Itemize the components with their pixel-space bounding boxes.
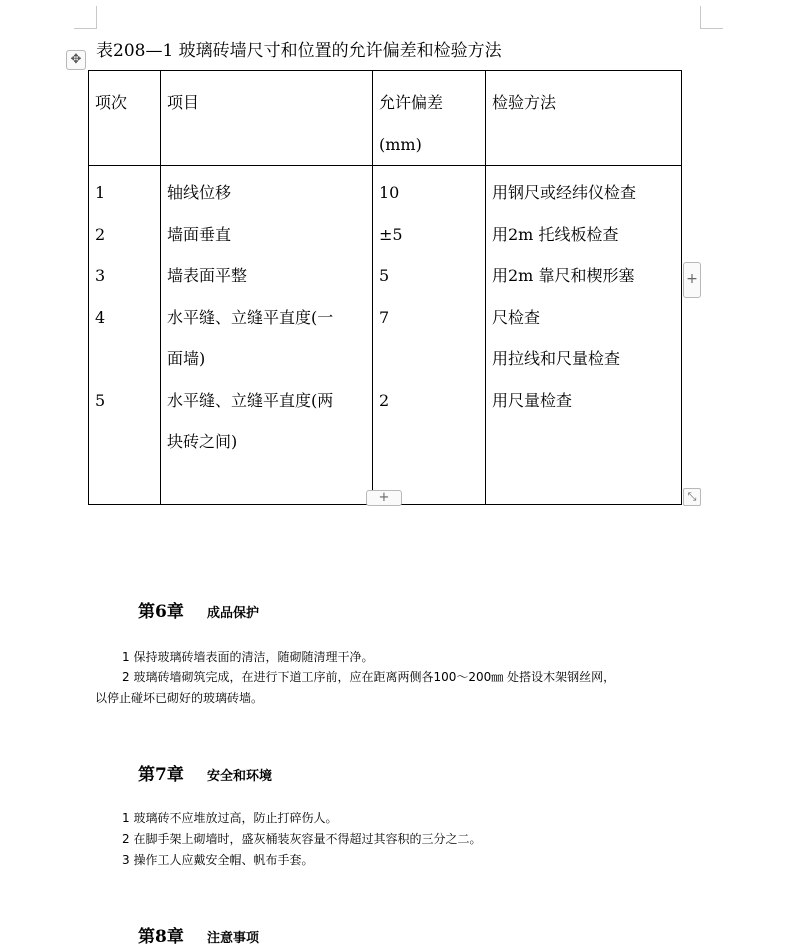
table-resize-icon[interactable]: ⤡ xyxy=(683,488,701,506)
page-corner-mark-top-right xyxy=(700,6,723,29)
paragraph: 1 保持玻璃砖墙表面的清洁，随砌随清理干净。 xyxy=(122,650,374,664)
header-cell-tolerance[interactable] xyxy=(373,71,486,166)
item-text: 水平缝、立缝平直度(一 xyxy=(167,307,334,327)
chapter-title: 成品保护 xyxy=(206,606,259,621)
row-number xyxy=(95,463,154,505)
table-caption: 表208—1 玻璃砖墙尺寸和位置的允许偏差和检验方法 xyxy=(96,41,502,61)
tolerance-value xyxy=(379,338,479,380)
chapter-6-heading xyxy=(138,597,259,622)
chapter-7-heading xyxy=(138,760,272,785)
tolerance-value xyxy=(379,421,479,463)
page-corner-mark-top-left xyxy=(74,6,97,29)
tolerance-table xyxy=(88,70,682,505)
row-number: 4 xyxy=(95,307,106,327)
add-row-button[interactable]: + xyxy=(366,490,402,506)
paragraph: 1 玻璃砖不应堆放过高，防止打碎伤人。 xyxy=(122,811,338,825)
paragraph: 2 在脚手架上砌墙时，盛灰桶装灰容量不得超过其容积的三分之二。 xyxy=(122,832,482,846)
row-number: 2 xyxy=(95,224,106,244)
header-tolerance-text: 允许偏差 xyxy=(379,93,444,112)
chapter-title: 注意事项 xyxy=(206,931,259,946)
tolerance-value: 7 xyxy=(379,307,390,327)
row-number: 1 xyxy=(95,183,106,202)
item-text: 块砖之间) xyxy=(167,432,238,451)
table-header-row xyxy=(89,71,682,166)
tolerance-value: 5 xyxy=(379,266,390,285)
tolerance-value: ±5 xyxy=(379,224,403,244)
item-text: 面墙) xyxy=(167,349,206,368)
header-cell-item[interactable] xyxy=(161,71,373,166)
row-number: 3 xyxy=(95,266,106,285)
header-cell-index[interactable] xyxy=(89,71,161,166)
method-text: 用钢尺或经纬仪检查 xyxy=(492,183,637,202)
header-index-text: 项次 xyxy=(95,93,128,112)
chapter-number: 第8章 xyxy=(138,927,184,947)
method-text: 用2m 托线板检查 xyxy=(492,224,619,244)
tolerance-value: 2 xyxy=(379,390,390,410)
method-text xyxy=(492,463,675,505)
item-text xyxy=(167,463,366,505)
cell-numbers[interactable] xyxy=(89,166,161,505)
paragraph: 以停止碰坏已砌好的玻璃砖墙。 xyxy=(95,691,264,705)
method-text xyxy=(492,421,675,463)
header-item-text: 项目 xyxy=(167,93,200,112)
item-text: 轴线位移 xyxy=(167,183,232,202)
table-body-row xyxy=(89,166,682,505)
chapter-8-heading xyxy=(138,922,259,947)
paragraph: 2 玻璃砖墙砌筑完成，在进行下道工序前，应在距离两侧各100～200㎜ 处搭设木架钢丝网， xyxy=(122,670,616,684)
add-column-button[interactable]: + xyxy=(683,262,701,298)
item-text: 水平缝、立缝平直度(两 xyxy=(167,390,334,410)
cell-items[interactable] xyxy=(161,166,373,505)
method-text: 用2m 靠尺和楔形塞 xyxy=(492,266,635,285)
tolerance-value: 10 xyxy=(379,183,400,202)
cell-methods[interactable] xyxy=(486,166,682,505)
header-method-text: 检验方法 xyxy=(492,93,557,112)
cell-tolerances[interactable] xyxy=(373,166,486,505)
row-number xyxy=(95,338,154,380)
method-text: 用尺量检查 xyxy=(492,390,573,410)
chapter-title: 安全和环境 xyxy=(206,769,272,784)
item-text: 墙面垂直 xyxy=(167,224,232,244)
chapter-number: 第7章 xyxy=(138,765,184,785)
header-cell-method[interactable] xyxy=(486,71,682,166)
method-text: 用拉线和尺量检查 xyxy=(492,349,621,368)
method-text: 尺检查 xyxy=(492,307,541,327)
row-number: 5 xyxy=(95,390,106,410)
row-number xyxy=(95,421,154,463)
item-text: 墙表面平整 xyxy=(167,266,248,285)
header-tolerance-unit: (mm) xyxy=(379,134,422,154)
paragraph: 3 操作工人应戴安全帽、帆布手套。 xyxy=(122,853,314,867)
chapter-number: 第6章 xyxy=(138,602,184,622)
table-move-icon[interactable]: ✥ xyxy=(66,50,86,70)
